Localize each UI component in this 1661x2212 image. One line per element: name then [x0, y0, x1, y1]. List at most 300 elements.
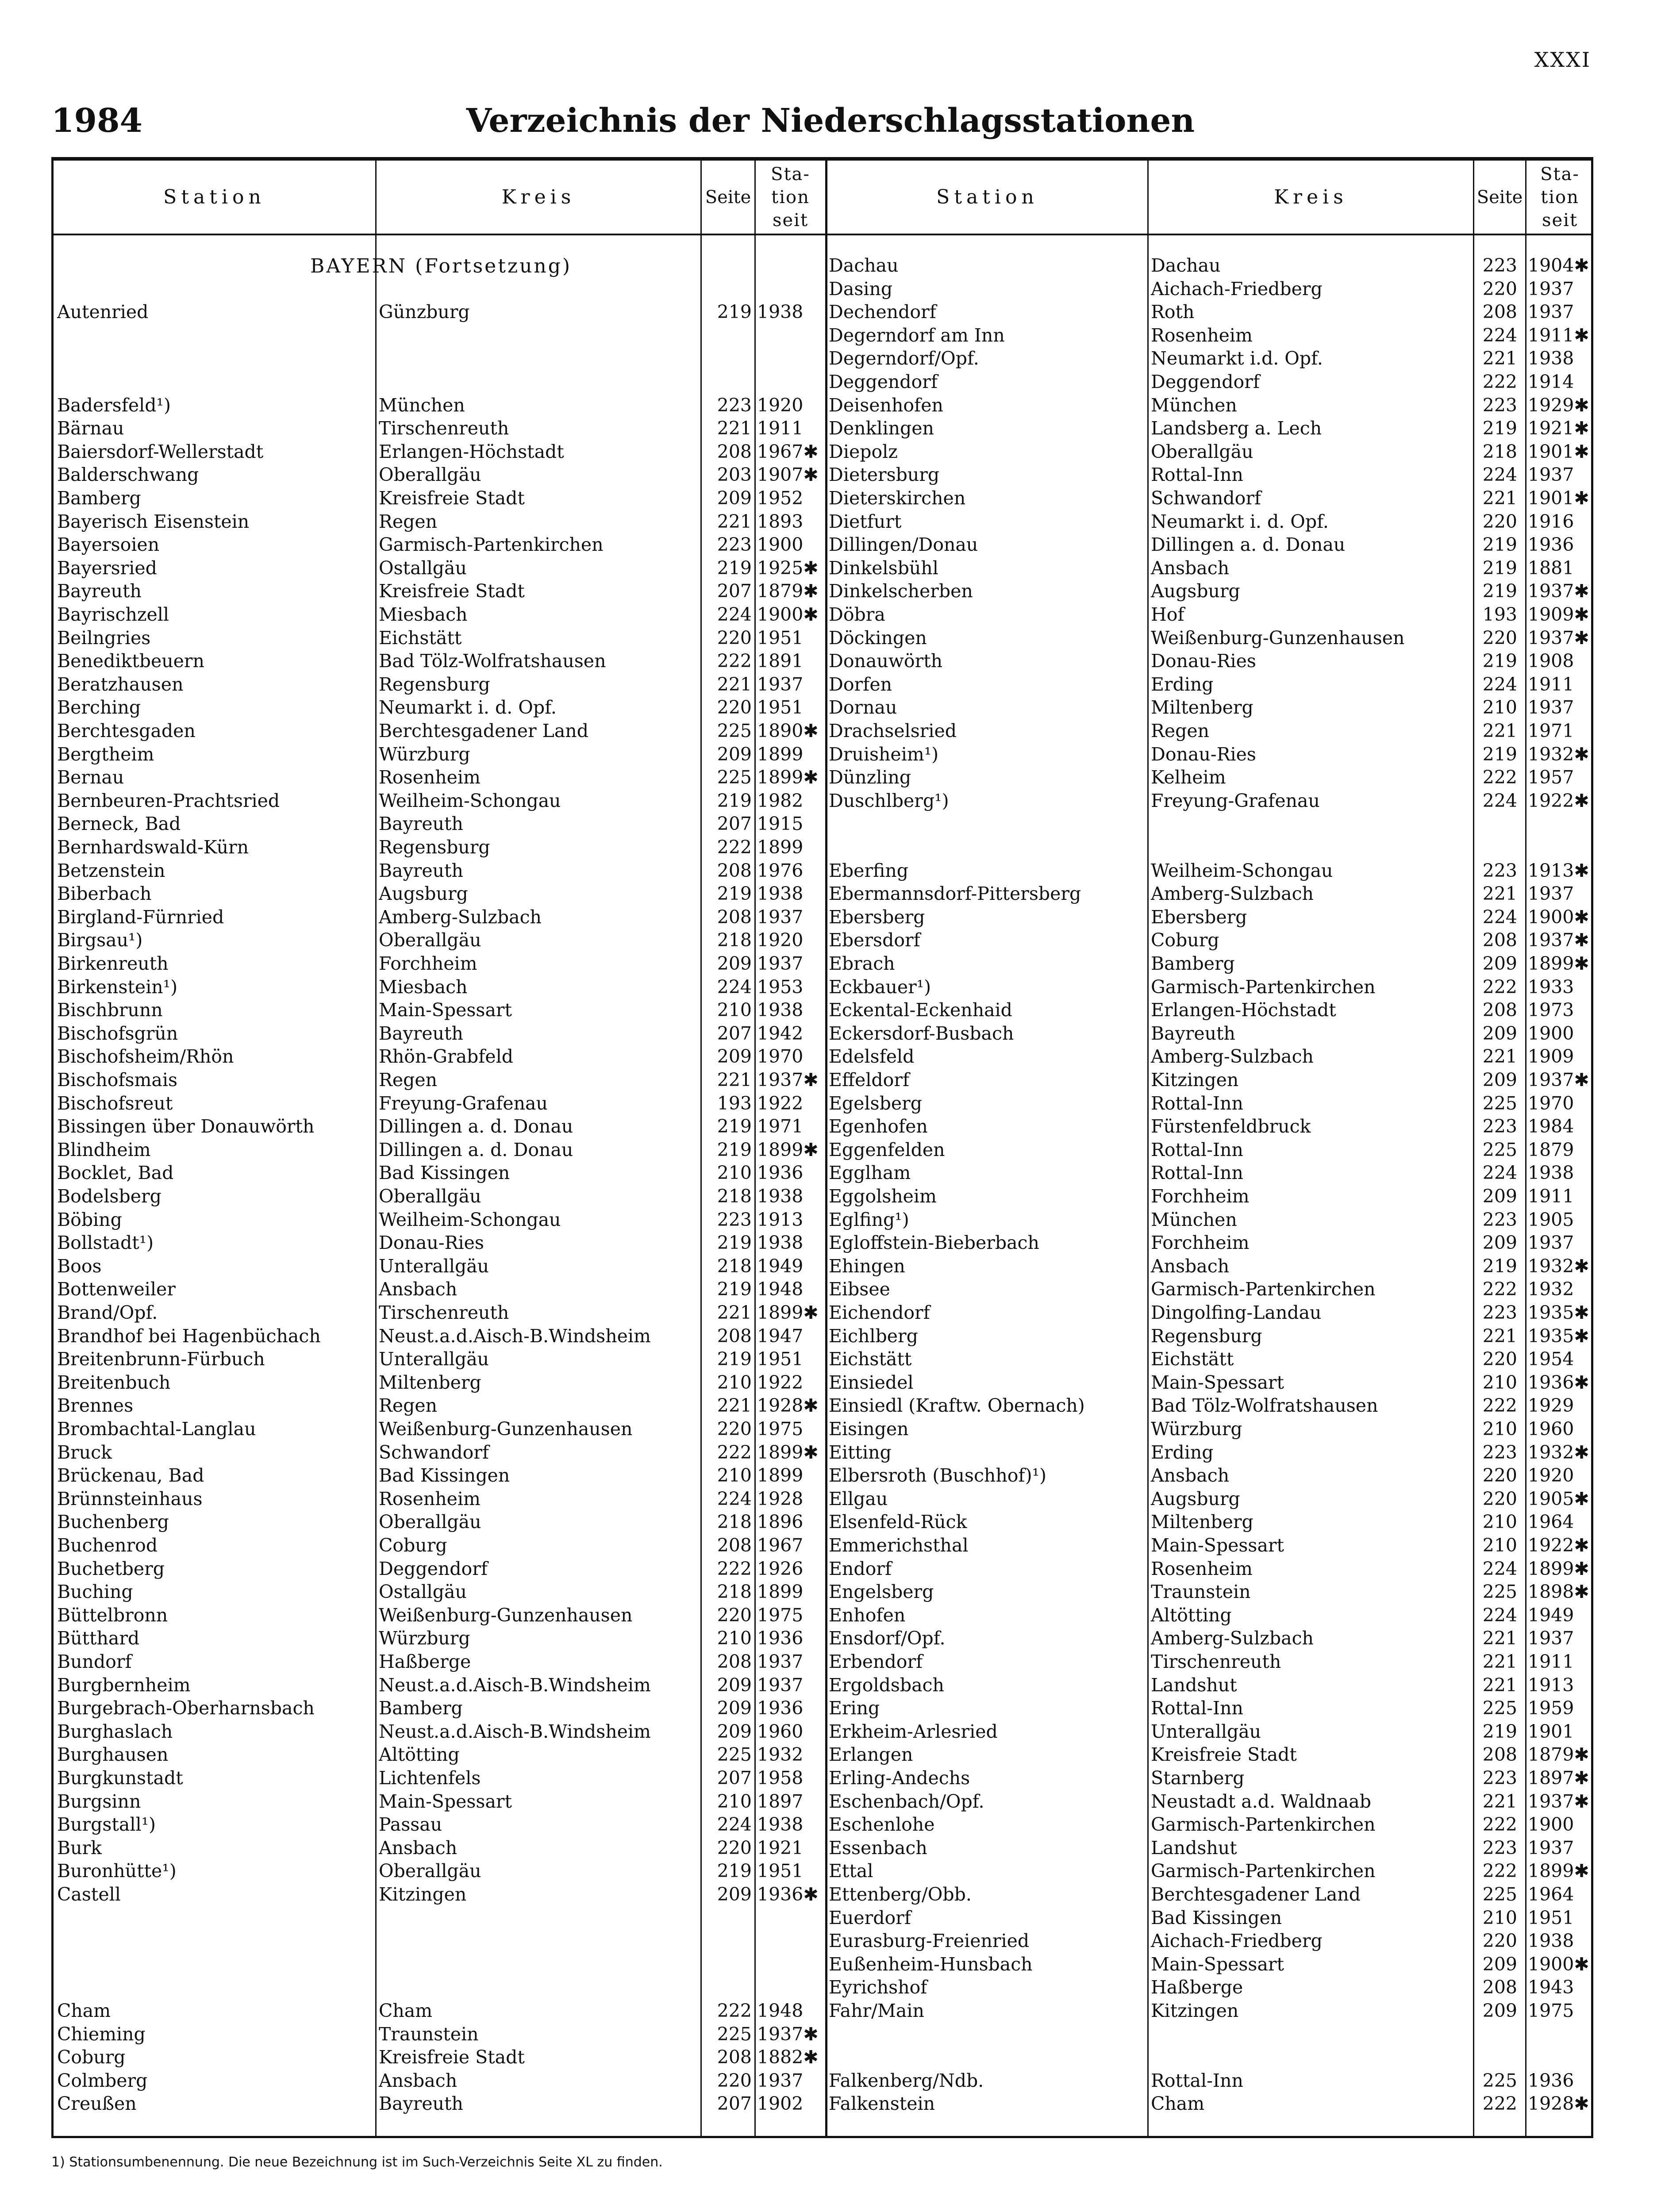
- page-ref: 209: [717, 1674, 752, 1696]
- station-name: Bischofsgrün: [57, 1022, 178, 1044]
- table-row: [54, 766, 1591, 789]
- station-name: Erlangen: [829, 1744, 913, 1766]
- kreis-name: Neumarkt i. d. Opf.: [379, 697, 557, 718]
- kreis-name: Ansbach: [1151, 1465, 1230, 1486]
- kreis-name: Ansbach: [379, 2070, 458, 2091]
- station-name: Badersfeld¹): [57, 394, 171, 416]
- station-since: 1936✱: [757, 1884, 819, 1905]
- region-header: BAYERN (Fortsetzung): [310, 255, 572, 277]
- table-row: [54, 1510, 1591, 1534]
- station-since: 1922: [757, 1371, 804, 1393]
- page-ref: 223: [1482, 1302, 1517, 1323]
- kreis-name: Rottal-Inn: [1151, 1092, 1243, 1114]
- station-since: 1949: [1528, 1604, 1574, 1626]
- kreis-name: Erding: [1151, 673, 1214, 695]
- station-name: Ering: [829, 1697, 880, 1719]
- header-station-seit: Sta- tion seit: [1540, 164, 1580, 230]
- table-row: [54, 510, 1591, 534]
- page-ref: 208: [717, 1651, 752, 1672]
- kreis-name: Berchtesgadener Land: [1151, 1884, 1361, 1905]
- page-ref: 221: [1482, 488, 1517, 509]
- station-name: Burgkunstadt: [57, 1767, 183, 1789]
- page-ref: 207: [717, 2093, 752, 2115]
- station-since: 1943: [1528, 1977, 1574, 1998]
- station-name: Emmerichsthal: [829, 1535, 969, 1556]
- station-since: 1932✱: [1528, 1441, 1589, 1463]
- page-ref: 219: [1482, 650, 1517, 672]
- kreis-name: Oberallgäu: [1151, 441, 1253, 462]
- page-ref: 210: [717, 1790, 752, 1812]
- station-name: Burghausen: [57, 1744, 169, 1766]
- station-name: Burgbernheim: [57, 1674, 191, 1696]
- kreis-name: Bamberg: [379, 1697, 463, 1719]
- station-since: 1971: [757, 1116, 804, 1137]
- station-name: Euerdorf: [829, 1907, 911, 1928]
- page-ref: 223: [717, 1209, 752, 1230]
- station-since: 1938: [757, 999, 804, 1021]
- station-name: Edelsfeld: [829, 1046, 915, 1068]
- station-name: Dietersburg: [829, 464, 940, 486]
- station-name: Bayersoien: [57, 534, 160, 556]
- page-ref: 223: [1482, 860, 1517, 881]
- station-name: Birgland-Fürnried: [57, 906, 224, 928]
- table-row: [54, 1859, 1591, 1883]
- table-row: [54, 1255, 1591, 1278]
- kreis-name: Bad Tölz-Wolfratshausen: [379, 650, 606, 672]
- table-row: [54, 2069, 1591, 2093]
- station-since: 1970: [1528, 1092, 1574, 1114]
- kreis-name: Berchtesgadener Land: [379, 720, 588, 741]
- table-row: [54, 649, 1591, 673]
- station-name: Einsiedel: [829, 1371, 914, 1393]
- table-row: [54, 324, 1591, 347]
- kreis-name: Traunstein: [379, 2023, 479, 2045]
- station-since: 1920: [757, 394, 804, 416]
- station-since: 1899: [757, 1581, 804, 1603]
- station-name: Deisenhofen: [829, 394, 943, 416]
- kreis-name: Ansbach: [1151, 557, 1230, 579]
- page-ref: 210: [717, 1465, 752, 1486]
- page-ref: 209: [1482, 1069, 1517, 1091]
- page-ref: 224: [717, 1814, 752, 1836]
- table-row: [54, 1580, 1591, 1604]
- station-name: Cham: [57, 2000, 111, 2021]
- page-ref: 221: [1482, 720, 1517, 741]
- kreis-name: Günzburg: [379, 301, 470, 323]
- kreis-name: Aichach-Friedberg: [1151, 278, 1323, 300]
- station-name: Dillingen/Donau: [829, 534, 978, 556]
- station-name: Birgsau¹): [57, 929, 143, 951]
- station-since: 1911: [1528, 673, 1574, 695]
- table-row: [54, 1068, 1591, 1092]
- page-ref: 220: [1482, 1930, 1517, 1952]
- kreis-name: Rosenheim: [1151, 1558, 1253, 1579]
- station-since: 1967: [757, 1535, 804, 1556]
- page-ref: 209: [717, 1720, 752, 1742]
- station-since: 1920: [757, 929, 804, 951]
- station-since: 1935✱: [1528, 1325, 1589, 1347]
- kreis-name: Ansbach: [379, 1837, 458, 1859]
- page-ref: 209: [1482, 1953, 1517, 1975]
- page-ref: 224: [1482, 464, 1517, 486]
- table-row: [54, 1441, 1591, 1464]
- station-since: 1890✱: [757, 720, 819, 741]
- station-since: 1952: [757, 488, 804, 509]
- station-name: Dachau: [829, 255, 899, 276]
- page-ref: 222: [1482, 2093, 1517, 2115]
- station-since: 1896: [757, 1511, 804, 1533]
- kreis-name: Main-Spessart: [379, 1790, 512, 1812]
- station-since: 1937: [757, 1651, 804, 1672]
- kreis-name: Tirschenreuth: [379, 1302, 509, 1323]
- kreis-name: Garmisch-Partenkirchen: [1151, 1860, 1376, 1882]
- page-ref: 221: [717, 511, 752, 532]
- station-name: Burghaslach: [57, 1720, 173, 1742]
- page-ref: 219: [1482, 580, 1517, 602]
- page-ref: 207: [717, 1022, 752, 1044]
- kreis-name: Erlangen-Höchstadt: [1151, 999, 1336, 1021]
- page-ref: 203: [717, 464, 752, 486]
- table-row: [54, 998, 1591, 1022]
- page-ref: 218: [717, 929, 752, 951]
- station-since: 1938: [757, 1232, 804, 1254]
- station-name: Bodelsberg: [57, 1186, 161, 1207]
- page-ref: 224: [717, 976, 752, 998]
- station-since: 1937✱: [1528, 929, 1589, 951]
- station-since: 1928: [757, 1488, 804, 1509]
- kreis-name: Altötting: [1151, 1604, 1232, 1626]
- station-name: Bischofsheim/Rhön: [57, 1046, 234, 1068]
- station-since: 1936: [757, 1628, 804, 1649]
- page-ref: 222: [1482, 1814, 1517, 1836]
- kreis-name: Unterallgäu: [379, 1348, 489, 1370]
- station-name: Bischbrunn: [57, 999, 163, 1021]
- table-row: [54, 254, 1591, 277]
- station-name: Elbersroth (Buschhof)¹): [829, 1465, 1047, 1486]
- page-ref: 208: [1482, 1744, 1517, 1766]
- station-name: Ebersdorf: [829, 929, 920, 951]
- kreis-name: Dillingen a. d. Donau: [379, 1116, 573, 1137]
- station-since: 1957: [1528, 767, 1574, 788]
- kreis-name: Kitzingen: [1151, 2000, 1239, 2021]
- station-name: Eckbauer¹): [829, 976, 931, 998]
- station-name: Brennes: [57, 1395, 134, 1417]
- station-since: 1932: [757, 1744, 804, 1766]
- station-name: Bernbeuren-Prachtsried: [57, 790, 280, 811]
- station-since: 1938: [757, 1814, 804, 1836]
- station-since: 1929: [1528, 1395, 1574, 1417]
- station-since: 1937: [757, 673, 804, 695]
- table-row: [54, 2023, 1591, 2046]
- page-ref: 221: [717, 1395, 752, 1417]
- page-ref: 223: [1482, 1837, 1517, 1859]
- kreis-name: Landshut: [1151, 1674, 1237, 1696]
- table-row: [54, 626, 1591, 650]
- page-ref: 218: [1482, 441, 1517, 462]
- station-since: 1951: [757, 627, 804, 649]
- table-row: [54, 1953, 1591, 1976]
- station-name: Brückenau, Bad: [57, 1465, 204, 1486]
- page-ref: 222: [1482, 976, 1517, 998]
- station-since: 1936: [757, 1697, 804, 1719]
- kreis-name: Würzburg: [379, 743, 470, 765]
- page-ref: 222: [717, 1441, 752, 1463]
- kreis-name: Rosenheim: [1151, 324, 1253, 346]
- station-since: 1937✱: [1528, 627, 1589, 649]
- year-label: 1984: [51, 102, 142, 140]
- station-name: Brandhof bei Hagenbüchach: [57, 1325, 321, 1347]
- kreis-name: Regensburg: [379, 837, 490, 858]
- station-since: 1909: [1528, 1046, 1574, 1068]
- station-since: 1913: [757, 1209, 804, 1230]
- station-name: Bischofsmais: [57, 1069, 178, 1091]
- station-name: Effeldorf: [829, 1069, 910, 1091]
- kreis-name: Ostallgäu: [379, 557, 467, 579]
- kreis-name: Ebersberg: [1151, 906, 1247, 928]
- station-name: Ehingen: [829, 1255, 905, 1277]
- page-ref: 225: [717, 720, 752, 741]
- page-ref: 221: [1482, 1674, 1517, 1696]
- station-name: Bergtheim: [57, 743, 154, 765]
- page-ref: 221: [1482, 883, 1517, 905]
- table-row: [54, 1115, 1591, 1138]
- page-ref: 209: [1482, 1186, 1517, 1207]
- kreis-name: Garmisch-Partenkirchen: [1151, 1279, 1376, 1300]
- kreis-name: Roth: [1151, 301, 1195, 323]
- station-since: 1938: [757, 1186, 804, 1207]
- kreis-name: Augsburg: [379, 883, 468, 905]
- station-since: 1899✱: [1528, 1860, 1589, 1882]
- station-name: Castell: [57, 1884, 121, 1905]
- page-ref: 225: [717, 767, 752, 788]
- station-since: 1971: [1528, 720, 1574, 741]
- page-ref: 219: [717, 301, 752, 323]
- station-name: Buchenrod: [57, 1535, 158, 1556]
- page-ref: 219: [717, 1139, 752, 1160]
- kreis-name: Neustadt a.d. Waldnaab: [1151, 1790, 1371, 1812]
- kreis-name: Miltenberg: [1151, 1511, 1253, 1533]
- station-name: Eichstätt: [829, 1348, 912, 1370]
- page-ref: 224: [1482, 1162, 1517, 1184]
- page-ref: 221: [1482, 1325, 1517, 1347]
- station-since: 1958: [757, 1767, 804, 1789]
- page-ref: 208: [717, 906, 752, 928]
- header-kreis: Kreis: [501, 186, 576, 208]
- kreis-name: Bayreuth: [1151, 1022, 1235, 1044]
- station-since: 1949: [757, 1255, 804, 1277]
- station-name: Brand/Opf.: [57, 1302, 158, 1323]
- station-name: Dorfen: [829, 673, 892, 695]
- station-since: 1901✱: [1528, 441, 1589, 462]
- kreis-name: Ansbach: [379, 1279, 458, 1300]
- page-ref: 224: [1482, 906, 1517, 928]
- table-row: [54, 1627, 1591, 1650]
- page-ref: 210: [717, 1371, 752, 1393]
- station-since: 1938: [1528, 1162, 1574, 1184]
- page-ref: 219: [717, 790, 752, 811]
- table-row: [54, 1185, 1591, 1208]
- station-name: Boos: [57, 1255, 102, 1277]
- page-ref: 219: [1482, 1255, 1517, 1277]
- kreis-name: Amberg-Sulzbach: [1151, 1628, 1314, 1649]
- station-name: Fahr/Main: [829, 2000, 924, 2021]
- table-row: [54, 1394, 1591, 1417]
- page-ref: 219: [1482, 743, 1517, 765]
- station-since: 1937: [1528, 1628, 1574, 1649]
- kreis-name: Lichtenfels: [379, 1767, 481, 1789]
- table-row: [54, 882, 1591, 906]
- kreis-name: Passau: [379, 1814, 442, 1836]
- station-since: 1911: [1528, 1186, 1574, 1207]
- station-name: Egelsberg: [829, 1092, 922, 1114]
- station-since: 1899✱: [1528, 953, 1589, 974]
- page-ref: 224: [1482, 1558, 1517, 1579]
- station-since: 1937: [757, 953, 804, 974]
- table-row: [54, 1325, 1591, 1348]
- station-since: 1935✱: [1528, 1302, 1589, 1323]
- station-since: 1937: [757, 1674, 804, 1696]
- page-ref: 208: [1482, 1977, 1517, 1998]
- table-row: [54, 1790, 1591, 1813]
- station-since: 1936: [757, 1162, 804, 1184]
- table-row: [54, 952, 1591, 975]
- kreis-name: Bayreuth: [379, 2093, 463, 2115]
- page-ref: 220: [717, 1418, 752, 1440]
- station-since: 1960: [1528, 1418, 1574, 1440]
- kreis-name: Kelheim: [1151, 767, 1226, 788]
- kreis-name: Bad Tölz-Wolfratshausen: [1151, 1395, 1378, 1417]
- page-ref: 210: [1482, 1418, 1517, 1440]
- station-since: 1899✱: [1528, 1558, 1589, 1579]
- station-name: Colmberg: [57, 2070, 148, 2091]
- page-ref: 225: [1482, 1697, 1517, 1719]
- kreis-name: Cham: [379, 2000, 433, 2021]
- kreis-name: Forchheim: [1151, 1186, 1250, 1207]
- station-since: 1904✱: [1528, 255, 1589, 276]
- station-name: Dechendorf: [829, 301, 936, 323]
- page-ref: 225: [717, 2023, 752, 2045]
- page-ref: 219: [717, 1860, 752, 1882]
- station-name: Degerndorf/Opf.: [829, 348, 979, 369]
- kreis-name: Schwandorf: [1151, 488, 1261, 509]
- kreis-name: Oberallgäu: [379, 1511, 481, 1533]
- station-since: 1899: [757, 837, 804, 858]
- kreis-name: Landshut: [1151, 1837, 1237, 1859]
- table-row: [54, 673, 1591, 696]
- header-station: Station: [163, 186, 265, 208]
- kreis-name: Coburg: [1151, 929, 1219, 951]
- table-row: [54, 836, 1591, 859]
- station-name: Büttelbronn: [57, 1604, 168, 1626]
- station-since: 1938: [757, 301, 804, 323]
- table-row: [54, 1929, 1591, 1953]
- kreis-name: Rosenheim: [379, 1488, 481, 1509]
- station-name: Denklingen: [829, 418, 934, 439]
- kreis-name: Kitzingen: [1151, 1069, 1239, 1091]
- kreis-name: Cham: [1151, 2093, 1205, 2115]
- station-since: 1964: [1528, 1884, 1574, 1905]
- station-name: Bamberg: [57, 488, 141, 509]
- station-name: Ebermannsdorf-Pittersberg: [829, 883, 1081, 905]
- kreis-name: Bayreuth: [379, 860, 463, 881]
- table-row: [54, 1138, 1591, 1162]
- page-ref: 220: [717, 697, 752, 718]
- station-name: Eschenlohe: [829, 1814, 935, 1836]
- station-since: 1936: [1528, 2070, 1574, 2091]
- table-row: [54, 1557, 1591, 1581]
- station-name: Benediktbeuern: [57, 650, 204, 672]
- table-row: [54, 580, 1591, 603]
- station-name: Ebersberg: [829, 906, 925, 928]
- kreis-name: Weilheim-Schongau: [1151, 860, 1333, 881]
- station-since: 1964: [1528, 1511, 1574, 1533]
- page-ref: 219: [1482, 557, 1517, 579]
- station-since: 1975: [757, 1604, 804, 1626]
- station-name: Baiersdorf-Wellerstadt: [57, 441, 264, 462]
- station-name: Eberfing: [829, 860, 909, 881]
- page-ref: 223: [1482, 1209, 1517, 1230]
- station-name: Falkenberg/Ndb.: [829, 2070, 984, 2091]
- table-row: [54, 1022, 1591, 1045]
- station-name: Eitting: [829, 1441, 892, 1463]
- kreis-name: Rosenheim: [379, 767, 481, 788]
- table-row: [54, 1208, 1591, 1232]
- station-since: 1926: [757, 1558, 804, 1579]
- table-row: [54, 1836, 1591, 1860]
- station-since: 1882✱: [757, 2047, 819, 2068]
- table-row: [54, 1813, 1591, 1836]
- station-since: 1932✱: [1528, 743, 1589, 765]
- station-since: 1959: [1528, 1697, 1574, 1719]
- table-row: [54, 1045, 1591, 1068]
- kreis-name: Erding: [1151, 1441, 1214, 1463]
- page-ref: 223: [1482, 1441, 1517, 1463]
- kreis-name: Amberg-Sulzbach: [379, 906, 542, 928]
- station-name: Burk: [57, 1837, 102, 1859]
- page-ref: 208: [717, 1325, 752, 1347]
- kreis-name: Oberallgäu: [379, 464, 481, 486]
- station-name: Duschlberg¹): [829, 790, 949, 811]
- page-ref: 221: [1482, 1628, 1517, 1649]
- kreis-name: Forchheim: [379, 953, 477, 974]
- kreis-name: Neumarkt i. d. Opf.: [1151, 511, 1329, 532]
- table-row: [54, 1092, 1591, 1115]
- table-row: [54, 370, 1591, 394]
- page-ref: 220: [1482, 1488, 1517, 1509]
- kreis-name: Bad Kissingen: [379, 1465, 510, 1486]
- header-divider: [54, 234, 1591, 235]
- kreis-name: Coburg: [379, 1535, 447, 1556]
- kreis-name: Neust.a.d.Aisch-B.Windsheim: [379, 1720, 651, 1742]
- station-since: 1975: [1528, 2000, 1574, 2021]
- page-ref: 209: [1482, 953, 1517, 974]
- station-since: 1953: [757, 976, 804, 998]
- kreis-name: Bayreuth: [379, 1022, 463, 1044]
- page-ref: 210: [717, 999, 752, 1021]
- kreis-name: Rottal-Inn: [1151, 1162, 1243, 1184]
- table-row: [54, 277, 1591, 301]
- kreis-name: Dingolfing-Landau: [1151, 1302, 1322, 1323]
- page-ref: 225: [1482, 1884, 1517, 1905]
- station-since: 1928✱: [757, 1395, 819, 1417]
- station-since: 1954: [1528, 1348, 1574, 1370]
- page-ref: 221: [1482, 348, 1517, 369]
- kreis-name: Amberg-Sulzbach: [1151, 1046, 1314, 1068]
- station-since: 1947: [757, 1325, 804, 1347]
- station-since: 1951: [757, 1860, 804, 1882]
- kreis-name: Tirschenreuth: [379, 418, 509, 439]
- page-ref: 209: [717, 488, 752, 509]
